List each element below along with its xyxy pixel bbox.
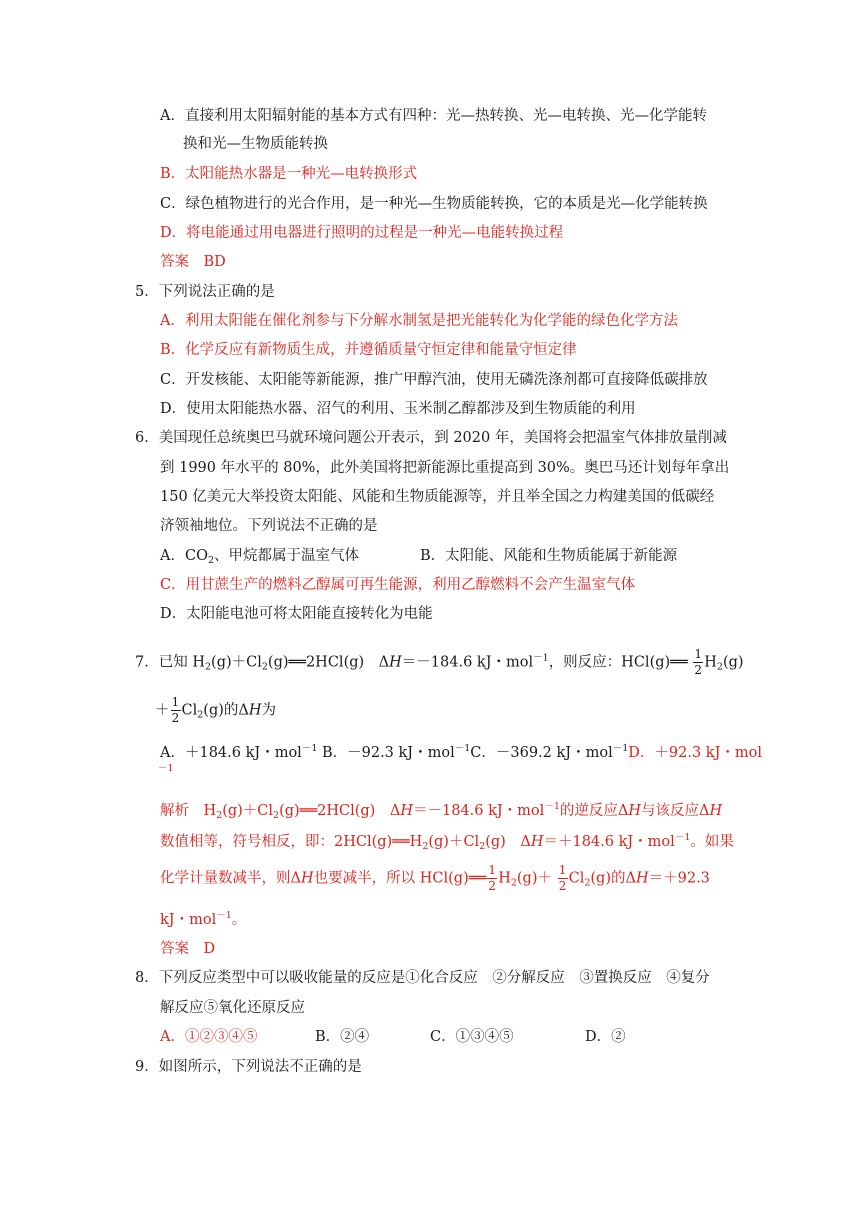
q7-option-d-exponent: －1: [158, 763, 174, 774]
q4-option-a-line1: A．直接利用太阳辐射能的基本方式有四种：光—热转换、光—电转换、光—化学能转: [160, 108, 707, 124]
q7-analysis-line2: 数值相等，符号相反，即：$2HCl(g)══H_2(g)+Cl_2(g)$ ΔH＝＋184.6 kJ・mol$^{-1}$。如果: [160, 832, 734, 852]
q5-stem: 5．下列说法正确的是: [135, 284, 275, 300]
q8-option-c: C．①③④⑤: [430, 1029, 514, 1045]
q7-options-line: [160, 738, 762, 764]
q4-option-d: D．将电能通过用电器进行照明的过程是一种光—电能转换过程: [160, 225, 564, 241]
q7-stem-line2: ＋ $\frac{1}{2}$ $Cl_2(g)$的ΔH为: [155, 695, 277, 725]
fraction-one-half: $\frac{1}{2}$: [694, 647, 703, 677]
q7-analysis-line1: 解析 $H_2(g)+Cl_2(g)══2HCl(g)$ ΔH＝－184.6 kJ・mol$^{-1}$的逆反应ΔH与该反应ΔH: [160, 801, 723, 821]
q7-stem-line1: 7．已知 $H_2(g)+Cl_2(g)══2HCl(g)$ ΔH＝－184.6 kJ・mol$^{-1}$，则反应：HCl(g)══ $\frac{1}{2}$ $H_2(g)$: [135, 647, 744, 677]
q7-option-b: B．－92.3 kJ・mol$^{-1}$: [321, 743, 471, 761]
q6-stem-line1: 6．美国现任总统奥巴马就环境问题公开表示，到 2020 年，美国将会把温室气体排放量削减: [135, 430, 727, 446]
q8-stem-line2: 解反应⑤氧化还原反应: [160, 1000, 305, 1016]
q7-option-d: D．＋92.3 kJ・mol: [628, 745, 763, 761]
q6-option-d: D．太阳能电池可将太阳能直接转化为电能: [160, 606, 433, 622]
q7-analysis-line4: kJ・mol$^{-1}$。: [160, 910, 247, 928]
q6-option-b: B．太阳能、风能和生物质能属于新能源: [420, 548, 678, 564]
q4-answer: 答案 BD: [160, 254, 226, 270]
fraction-one-half: $\frac{1}{2}$: [171, 695, 180, 725]
q4-option-a-line2: 换和光—生物质能转换: [183, 136, 328, 152]
q7-option-c: C．－369.2 kJ・mol$^{-1}$: [470, 743, 629, 761]
q5-option-d: D．使用太阳能热水器、沼气的利用、玉米制乙醇都涉及到生物质能的利用: [160, 401, 636, 417]
q6-option-a: A．$CO_2$、甲烷都属于温室气体: [160, 548, 360, 566]
q8-option-b: B．②④: [315, 1029, 370, 1045]
q8-option-a: A．①②③④⑤: [160, 1029, 258, 1045]
q4-option-b: B．太阳能热水器是一种光—电转换形式: [160, 166, 418, 182]
fraction-one-half: $\frac{1}{2}$: [558, 863, 567, 893]
q5-option-b: B．化学反应有新物质生成，并遵循质量守恒定律和能量守恒定律: [160, 342, 577, 358]
q7-analysis-line3: 化学计量数减半，则ΔH也要减半，所以 HCl(g)══ $\frac{1}{2}$ $H_2(g)+$ $\frac{1}{2}$ $Cl_2(g)$的ΔH＝＋92.3: [160, 863, 710, 893]
q6-stem-line3: 150 亿美元大举投资太阳能、风能和生物质能源等，并且举全国之力构建美国的低碳经: [160, 489, 715, 505]
q4-option-c: C．绿色植物进行的光合作用，是一种光—生物质能转换，它的本质是光—化学能转换: [160, 196, 708, 212]
q5-option-a: A．利用太阳能在催化剂参与下分解水制氢是把光能转化为化学能的绿色化学方法: [160, 313, 678, 329]
fraction-one-half: $\frac{1}{2}$: [488, 863, 496, 893]
q8-stem-line1: 8．下列反应类型中可以吸收能量的反应是①化合反应 ②分解反应 ③置换反应 ④复分: [135, 970, 710, 986]
q6-stem-line2: 到 1990 年水平的 80%，此外美国将把新能源比重提高到 30%。奥巴马还计划每年拿出: [160, 460, 730, 476]
q9-stem: 9．如图所示，下列说法不正确的是: [135, 1059, 362, 1075]
q6-option-c: C．用甘蔗生产的燃料乙醇属可再生能源，利用乙醇燃料不会产生温室气体: [160, 577, 636, 593]
q5-option-c: C．开发核能、太阳能等新能源，推广甲醇汽油，使用无磷洗涤剂都可直接降低碳排放: [160, 372, 708, 388]
q6-stem-line4: 济领袖地位。下列说法不正确的是: [160, 518, 378, 534]
q7-answer: 答案 D: [160, 941, 216, 957]
q8-option-d: D．②: [585, 1029, 626, 1045]
q7-option-a: A．＋184.6 kJ・mol$^{-1}$: [160, 743, 318, 761]
